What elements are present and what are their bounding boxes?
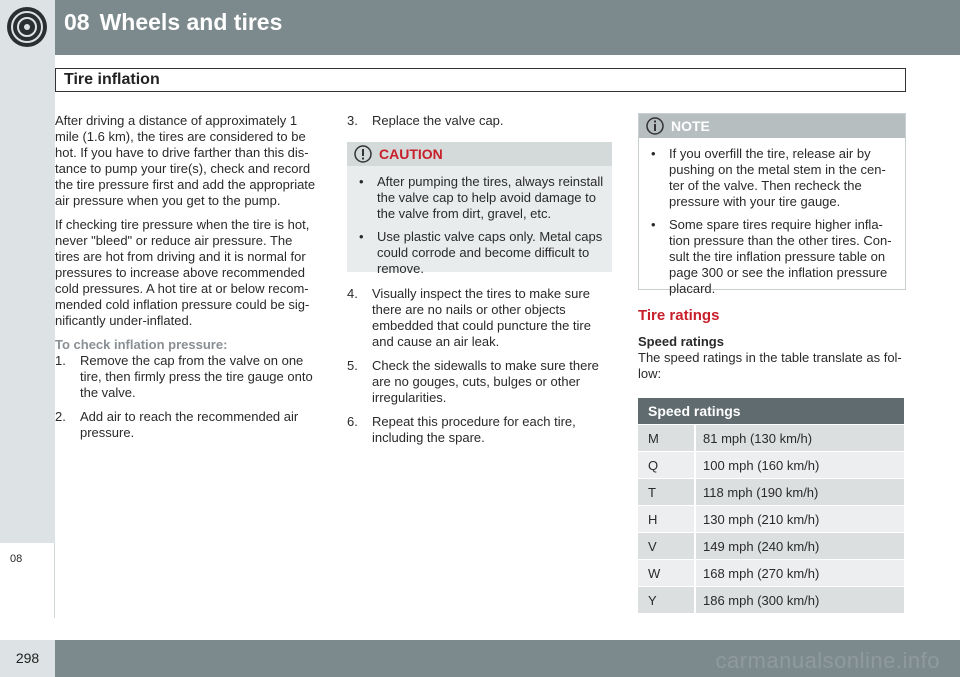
rating-code: H bbox=[638, 506, 695, 533]
page-footer bbox=[0, 640, 960, 677]
step-number: 2. bbox=[55, 409, 66, 424]
rating-code: V bbox=[638, 533, 695, 560]
list-item bbox=[55, 353, 320, 401]
step-number: 5. bbox=[347, 358, 358, 373]
list-item bbox=[347, 358, 612, 406]
info-icon bbox=[646, 117, 664, 139]
speed-ratings-text: The speed ratings in the table translate as fol-low: bbox=[638, 350, 902, 381]
rating-code: Y bbox=[638, 587, 695, 614]
paragraph: After driving a distance of approximately 1 mile (1.6 km), the tires are considered to be hot. If you have to drive farther than this dis-tance to pump your tire(s), check and record the tire pressure first and add the appropriate air pressure when you get to the pump. bbox=[55, 113, 316, 208]
step-text: Replace the valve cap. bbox=[372, 113, 504, 128]
steps-list bbox=[347, 113, 612, 129]
section-title-bar bbox=[55, 68, 906, 92]
table-row bbox=[638, 587, 904, 614]
ratings-heading: Tire ratings bbox=[638, 307, 720, 324]
chapter-header bbox=[0, 0, 960, 55]
list-item bbox=[347, 286, 612, 350]
step-text: Check the sidewalls to make sure there are no gouges, cuts, bulges or other irregularities. bbox=[372, 358, 599, 405]
rating-code: M bbox=[638, 425, 695, 452]
step-text: Visually inspect the tires to make sure there are no nails or other objects embedded that could puncture the tire and cause an air leak. bbox=[372, 286, 591, 349]
step-text: Repeat this procedure for each tire, including the spare. bbox=[372, 414, 576, 445]
rating-speed: 81 mph (130 km/h) bbox=[695, 425, 904, 452]
caution-title: CAUTION bbox=[379, 146, 443, 162]
step-text: Remove the cap from the valve on one tire, then firmly press the tire gauge onto the valve. bbox=[80, 353, 313, 400]
rating-speed: 168 mph (270 km/h) bbox=[695, 560, 904, 587]
list-item: • Use plastic valve caps only. Metal caps could corrode and become difficult to remove. bbox=[347, 229, 612, 277]
side-tab bbox=[0, 55, 55, 618]
list-item: • Some spare tires require higher infla-tion pressure than the other tires. Con-sult the tire inflation pressure table on page 300 or see the inflation pressure placard. bbox=[639, 217, 905, 297]
section-title: Tire inflation bbox=[64, 71, 160, 88]
speed-ratings-subheading: Speed ratings bbox=[638, 334, 724, 349]
rating-speed: 118 mph (190 km/h) bbox=[695, 479, 904, 506]
rating-code: Q bbox=[638, 452, 695, 479]
chapter-tab-label: 08 bbox=[10, 553, 23, 565]
step-number: 1. bbox=[55, 353, 66, 368]
list-item bbox=[347, 113, 612, 129]
rating-speed: 130 mph (210 km/h) bbox=[695, 506, 904, 533]
note-list bbox=[639, 146, 905, 297]
watermark: carmanualsonline.info bbox=[715, 648, 940, 673]
column-2-bottom bbox=[347, 286, 612, 454]
step-text: Add air to reach the recommended air pressure. bbox=[80, 409, 299, 440]
rating-speed: 186 mph (300 km/h) bbox=[695, 587, 904, 614]
steps-list bbox=[347, 286, 612, 446]
paragraph: If checking tire pressure when the tire is hot, never "bleed" or reduce air pressure. The tires are hot from driving and it is normal for pressures to increase above recommended cold pressures. A hot tire at or below recom-mended cold inflation pressure could be sig-nificantly under-inflated. bbox=[55, 217, 310, 328]
list-item bbox=[55, 409, 320, 441]
speed-ratings-table bbox=[638, 398, 904, 613]
caution-box bbox=[347, 142, 612, 276]
table-row bbox=[638, 452, 904, 479]
rating-code: T bbox=[638, 479, 695, 506]
chapter-title bbox=[64, 9, 282, 36]
step-number: 3. bbox=[347, 113, 358, 128]
warning-icon bbox=[354, 145, 372, 167]
rating-speed: 100 mph (160 km/h) bbox=[695, 452, 904, 479]
table-row bbox=[638, 560, 904, 587]
list-item: • After pumping the tires, always reinstall the valve cap to help avoid damage to the valve from dirt, gravel, etc. bbox=[347, 174, 612, 222]
caution-list bbox=[347, 174, 612, 277]
table-row bbox=[638, 533, 904, 560]
subheading: To check inflation pressure: bbox=[55, 337, 228, 352]
tire-icon bbox=[0, 0, 55, 55]
column-2-top bbox=[347, 113, 612, 137]
caution-header bbox=[347, 142, 612, 166]
list-item: • If you overfill the tire, release air by pushing on the metal stem in the cen-ter of the valve. Then recheck the pressure with your tire gauge. bbox=[639, 146, 905, 210]
list-item bbox=[347, 414, 612, 446]
table-row bbox=[638, 506, 904, 533]
rating-speed: 149 mph (240 km/h) bbox=[695, 533, 904, 560]
column-1 bbox=[55, 113, 320, 449]
table-row bbox=[638, 479, 904, 506]
table-row bbox=[638, 425, 904, 452]
note-title: NOTE bbox=[671, 118, 710, 134]
chapter-tab bbox=[0, 543, 55, 618]
note-header bbox=[639, 114, 905, 138]
step-number: 4. bbox=[347, 286, 358, 301]
note-box bbox=[638, 113, 906, 296]
step-number: 6. bbox=[347, 414, 358, 429]
chapter-name: Wheels and tires bbox=[99, 9, 283, 35]
page-number: 298 bbox=[0, 640, 55, 677]
chapter-number: 08 bbox=[64, 9, 90, 35]
rating-code: W bbox=[638, 560, 695, 587]
table-header: Speed ratings bbox=[638, 398, 904, 425]
steps-list bbox=[55, 353, 320, 441]
